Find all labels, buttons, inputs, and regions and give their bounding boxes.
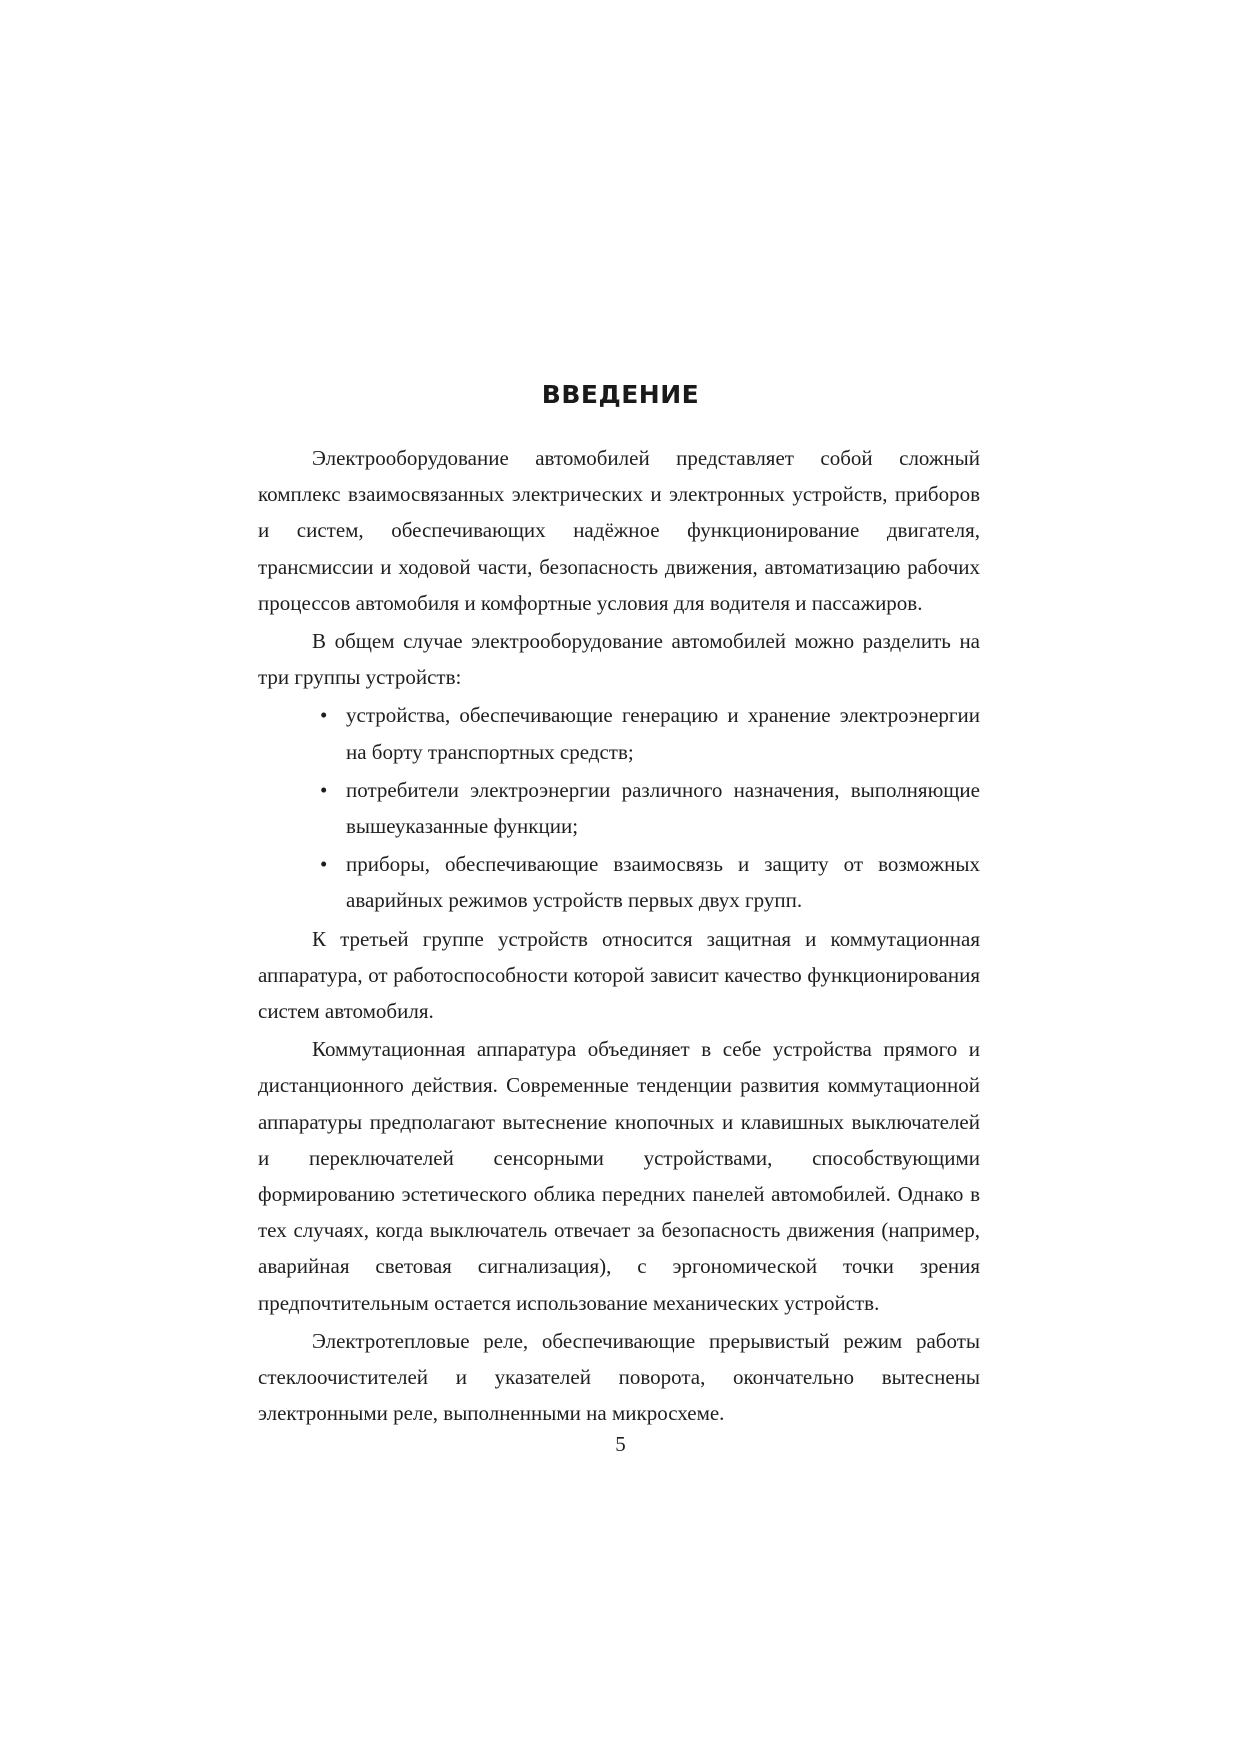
list-item bbox=[258, 772, 980, 844]
paragraph-relays: Электротепловые реле, обеспечивающие прерывистый режим работы стеклоочистителей и указателей поворота, окончательно вытеснены электронными реле, выполненными на микросхеме. bbox=[258, 1328, 980, 1426]
device-groups-list bbox=[258, 697, 980, 918]
bullet-icon: • bbox=[320, 852, 328, 877]
list-item-text: потребители электроэнергии различного назначения, выполняющие вышеуказанные функции; bbox=[346, 777, 980, 839]
bullet-icon: • bbox=[320, 703, 328, 728]
chapter-heading: ВВЕДЕНИЕ bbox=[541, 380, 700, 409]
list-item bbox=[258, 697, 980, 769]
list-item-text: устройства, обеспечивающие генерацию и хранение электроэнергии на борту транспортных средств; bbox=[346, 703, 980, 764]
paragraph-switching-equipment: Коммутационная аппаратура объединяет в себе устройства прямого и дистанционного действия. Современные тенденции развития коммутационной аппаратуры предполагают вытеснение кнопочных и клавишных выключателей и переключателей сенсорными устройствами, способствующими формированию эстетического облика передних панелей автомобилей. Однако в тех случаях, когда выключатель отвечает за безопасность движения (например, аварийная световая сигнализация), с эргономической точки зрения предпочтительным остается использование механических устройств. bbox=[258, 1037, 980, 1315]
bullet-icon: • bbox=[320, 777, 328, 802]
list-item-text: приборы, обеспечивающие взаимосвязь и защиту от возможных аварийных режимов устройств первых двух групп. bbox=[346, 852, 980, 913]
body-text bbox=[258, 440, 980, 1431]
paragraph-protective-equipment: К третьей группе устройств относится защитная и коммутационная аппаратура, от работоспособности которой зависит качество функционирования систем автомобиля. bbox=[258, 926, 980, 1024]
paragraph-groups: В общем случае электрооборудование автомобилей можно разделить на три группы устройств: bbox=[258, 629, 980, 690]
list-item bbox=[258, 846, 980, 918]
page-number: 5 bbox=[615, 1432, 626, 1456]
paragraph-intro: Электрооборудование автомобилей представляет собой сложный комплекс взаимосвязанных электрических и электронных устройств, приборов и систем, обеспечивающих надёжное функционирование двигателя, трансмиссии и ходовой части, безопасность движения, автоматизацию рабочих процессов автомобиля и комфортные условия для водителя и пассажиров. bbox=[258, 446, 980, 615]
